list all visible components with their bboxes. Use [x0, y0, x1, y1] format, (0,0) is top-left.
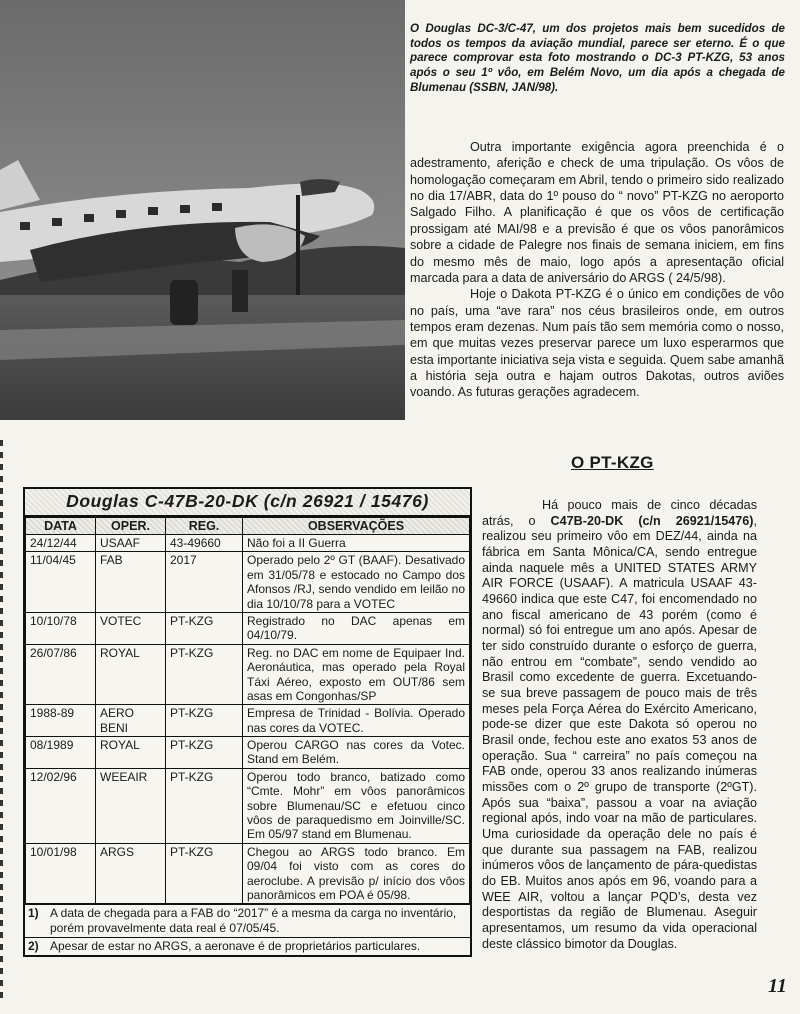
dc3-photo-illustration — [0, 0, 405, 420]
cell-oper: ROYAL — [96, 737, 166, 769]
cell-oper: AERO BENI — [96, 705, 166, 737]
photo-caption: O Douglas DC-3/C-47, um dos projetos mais bem sucedidos de todos os tempos da aviação mundial, parece ser eterno. É o que parece comprovar esta foto mostrando o DC-3 PT-KZG, 53 anos após o seu 1º vôo, em Belém Novo, um dia após a chegada de Blumenau (SSBN, JAN/98). — [410, 22, 785, 94]
table-row — [26, 737, 470, 769]
cell-obs: Reg. no DAC em nome de Equipaer Ind. Aeronáutica, mas operado pela Royal Táxi Aéreo, exposto em OUT/86 sem asas em Congonhas/SP — [243, 644, 470, 705]
note-text: Apesar de estar no ARGS, a aeronave é de proprietários particulares. — [50, 939, 421, 954]
article-intro — [410, 139, 784, 401]
cell-obs: Operou todo branco, batizado como “Cmte. Mohr” em vôos panorâmicos sobre Blumenau/SC e efetuou cinco vôos de paraquedismo em Joinville/SC. Em 05/97 stand em Blumenau. — [243, 768, 470, 843]
section-title: O PT-KZG — [571, 453, 654, 472]
cell-oper: ARGS — [96, 843, 166, 904]
cell-data: 12/02/96 — [26, 768, 96, 843]
table-note — [25, 937, 470, 955]
note-number: 1) — [28, 906, 39, 921]
cell-obs: Operou CARGO nas cores da Votec. Stand em Belém. — [243, 737, 470, 769]
header-data: DATA — [26, 518, 96, 535]
cell-data: 11/04/45 — [26, 552, 96, 613]
table-notes — [25, 904, 470, 955]
table-header-row — [26, 518, 470, 535]
cell-data: 10/10/78 — [26, 612, 96, 644]
header-oper: OPER. — [96, 518, 166, 535]
cell-obs: Não foi a II Guerra — [243, 535, 470, 552]
paragraph-start: Há pouco mais de cinco décadas atrás, o — [482, 498, 757, 528]
cell-reg: PT-KZG — [166, 612, 243, 644]
history-table — [25, 517, 470, 904]
cell-data: 1988-89 — [26, 705, 96, 737]
table-row — [26, 552, 470, 613]
aircraft-photo — [0, 0, 405, 420]
table-row — [26, 612, 470, 644]
cell-reg: PT-KZG — [166, 843, 243, 904]
table-row — [26, 705, 470, 737]
cell-reg: PT-KZG — [166, 737, 243, 769]
aircraft-history-table — [23, 487, 472, 957]
cell-reg: 43-49660 — [166, 535, 243, 552]
cell-data: 24/12/44 — [26, 535, 96, 552]
table-row — [26, 843, 470, 904]
cell-reg: PT-KZG — [166, 644, 243, 705]
cell-oper: USAAF — [96, 535, 166, 552]
article-paragraph: Outra importante exigência agora preenchida é o adestramento, aferição e check de uma tripulação. Os vôos de homologação começaram em Abril, tendo o primeiro sido realizado no dia 17/ABR, data do 1º pouso do “ novo” PT-KZG no aeroporto Salgado Filho. A planificação é que os vôos de certificação prossigam até MAI/98 e a previsão é que os vôos panorâmicos sobre a cidade de Palegre nos finais de semana iniciem, em fins do mesmo mês de maio, logo após a apresentação oficial marcada para a data de aniversário do ARGS ( 24/5/98). — [410, 140, 784, 285]
cell-obs: Operado pelo 2º GT (BAAF). Desativado em 31/05/78 e estocado no Campo dos Afonsos /RJ, sendo vendido em leilão no dia 10/10/78 para a VOTEC — [243, 552, 470, 613]
table-row — [26, 768, 470, 843]
binding-edge-decoration — [0, 440, 3, 1000]
header-observacoes: OBSERVAÇÕES — [243, 518, 470, 535]
cell-oper: FAB — [96, 552, 166, 613]
header-reg: REG. — [166, 518, 243, 535]
cell-obs: Registrado no DAC apenas em 04/10/79. — [243, 612, 470, 644]
table-note — [25, 904, 470, 937]
cell-obs: Chegou ao ARGS todo branco. Em 09/04 foi visto com as cores do aeroclube. A previsão p/ início dos vôos panorâmicos em POA é 05/98. — [243, 843, 470, 904]
cell-obs: Empresa de Trinidad - Bolívia. Operado nas cores da VOTEC. — [243, 705, 470, 737]
cell-oper: VOTEC — [96, 612, 166, 644]
note-text: A data de chegada para a FAB do “2017” é a mesma da carga no inventário, porém provavelmente data real é 07/05/45. — [50, 906, 457, 936]
note-number: 2) — [28, 939, 39, 954]
aircraft-designation: C47B-20-DK (c/n 26921/15476) — [550, 513, 754, 528]
cell-oper: ROYAL — [96, 644, 166, 705]
table-row — [26, 644, 470, 705]
cell-data: 10/01/98 — [26, 843, 96, 904]
table-title: Douglas C-47B-20-DK (c/n 26921 / 15476) — [25, 489, 470, 517]
cell-reg: PT-KZG — [166, 768, 243, 843]
page-number: 11 — [768, 975, 787, 997]
cell-reg: 2017 — [166, 552, 243, 613]
cell-reg: PT-KZG — [166, 705, 243, 737]
article-paragraph: Hoje o Dakota PT-KZG é o único em condições de vôo no país, uma “ave rara” nos céus brasileiros onde, em outros tempos eram dezenas. Num país tão sem memória como o nosso, em que muitas vezes preservar parece um luxo esperarmos que esta importante iniciativa seja vista e seguida. Quem sabe amanhã a história seja outra e hajam outros Dakotas, outros aviões voando. As futuras gerações agradecem. — [410, 287, 784, 400]
table-row — [26, 535, 470, 552]
article-paragraph — [482, 498, 757, 952]
cell-data: 08/1989 — [26, 737, 96, 769]
article-history — [482, 498, 757, 952]
cell-data: 26/07/86 — [26, 644, 96, 705]
paragraph-rest: , realizou seu primeiro vôo em DEZ/44, ainda na fábrica em Santa Mônica/CA, sendo entregue ainda naquele mês a UNITED STATES ARMY AIR FORCE (USAAF). A matricula USAAF 43-49660 indica que este C47, foi encomendado no ano fiscal americano de 43 porém (como é normal) só foi entregue um ano após. Apesar de ter sido construído durante o esforço de guerra, não entrou em “combate”, sendo vendido ao Brasil como excedente de guerra. Excetuando-se sua breve passagem de pouco mais de três meses pela Força Aérea do Exército Americano, pode-se dizer que este Dakota só operou no Brasil onde, fechou este ano exatos 53 anos de operação. Sua “ carreira” no país começou na FAB onde, operou 33 anos realizando inúmeras missões com o 2º grupo de transporte (2ºGT). Após sua “baixa”, passou a voar na aviação regional após, indo voar na mão de particulares. Uma curiosidade da operação dele no país é que durante sua passagem na FAB, realizou inúmeros vôos de lançamento de pára-quedistas do EB. Muitos anos após em 96, voando para a WEE AIR, voltou a lançar PQD’s, desta vez desportistas da região de Blumenau. Aseguir apresentamos, um resumo da vida operacional deste clássico bimotor da Douglas. — [482, 513, 757, 951]
cell-oper: WEEAIR — [96, 768, 166, 843]
